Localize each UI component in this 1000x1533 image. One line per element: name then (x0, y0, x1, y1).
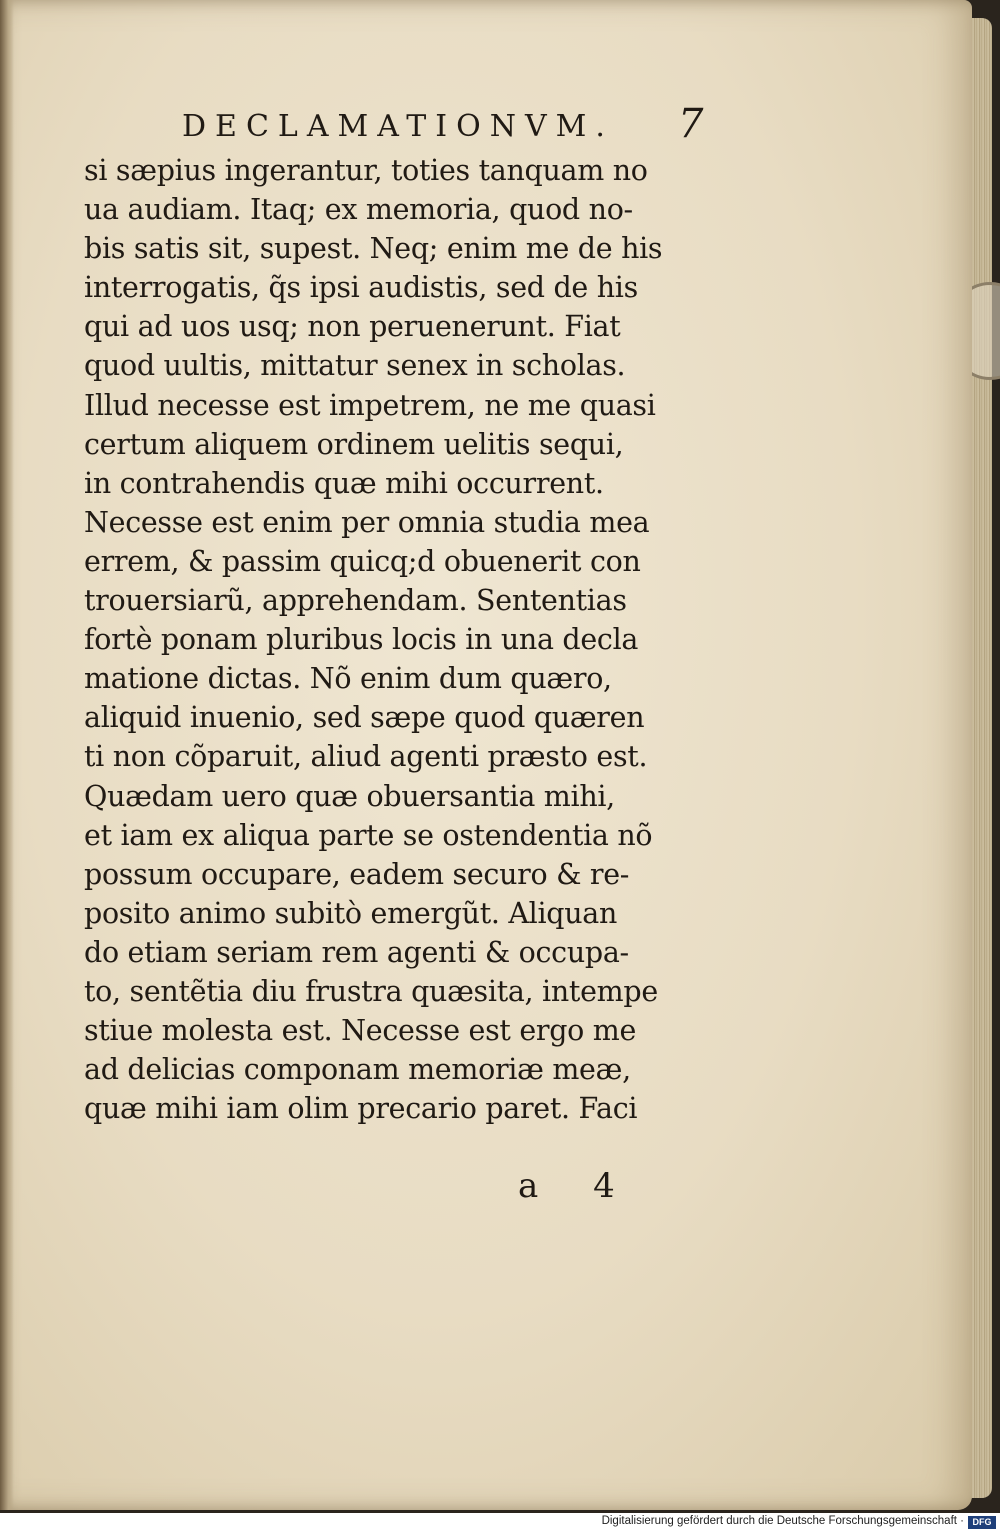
page-gutter-shadow (0, 0, 14, 1510)
running-title: DECLAMATIONVM. (182, 109, 614, 144)
text-line: Illud necesse est impetrem, ne me quasi (84, 388, 656, 422)
text-line: certum aliquem ordinem uelitis sequi, (84, 427, 624, 461)
text-line: matione dictas. Nõ enim dum quæro, (84, 662, 612, 696)
text-line: bis satis sit, supest. Neq; enim me de his (84, 232, 663, 266)
text-line: ti non cõparuit, aliud agenti præsto est. (84, 740, 648, 774)
text-line: trouersiarũ, apprehendam. Sententias (84, 584, 627, 618)
text-block (84, 101, 724, 1128)
text-line: Quædam uero quæ obuersantia mihi, (84, 779, 615, 813)
text-line: posito animo subitò emergũt. Aliquan (84, 896, 618, 930)
text-line: possum occupare, eadem securo & re- (84, 857, 630, 891)
body-text (84, 151, 724, 1128)
text-line: si sæpius ingerantur, toties tanquam no (84, 154, 648, 187)
text-line: fortè ponam pluribus locis in una decla (84, 623, 639, 657)
text-line: qui ad uos usq; non peruenerunt. Fiat (84, 310, 621, 344)
folio-number: 7 (678, 101, 704, 147)
text-line: stiue molesta est. Necesse est ergo me (84, 1014, 637, 1048)
text-line: ad delicias componam memoriæ meæ, (84, 1053, 631, 1087)
dfg-logo: DFG (968, 1516, 996, 1529)
text-line: quæ mihi iam olim precario paret. Faci (84, 1092, 638, 1126)
text-line: interrogatis, q̃s ipsi audistis, sed de his (84, 271, 638, 305)
text-line: quod uultis, mittatur senex in scholas. (84, 349, 626, 383)
text-line: to, sentẽtia diu frustra quæsita, intempe (84, 974, 658, 1008)
digitization-footer (0, 1513, 1000, 1533)
text-line: do etiam seriam rem agenti & occupa- (84, 935, 629, 969)
funding-credit: Digitalisierung gefördert durch die Deutsche Forschungsgemeinschaft · (601, 1515, 964, 1527)
text-line: aliquid inuenio, sed sæpe quod quæren (84, 701, 645, 735)
signature-mark: a 4 (518, 1166, 637, 1206)
text-line: in contrahendis quæ mihi occurrent. (84, 466, 604, 500)
running-head (84, 101, 724, 151)
text-line: ua audiam. Itaq; ex memoria, quod no- (84, 193, 633, 227)
text-line: et iam ex aliqua parte se ostendentia nõ (84, 818, 653, 852)
text-line: Necesse est enim per omnia studia mea (84, 505, 650, 539)
text-line: errem, & passim quicq;d obuenerit con (84, 544, 641, 578)
